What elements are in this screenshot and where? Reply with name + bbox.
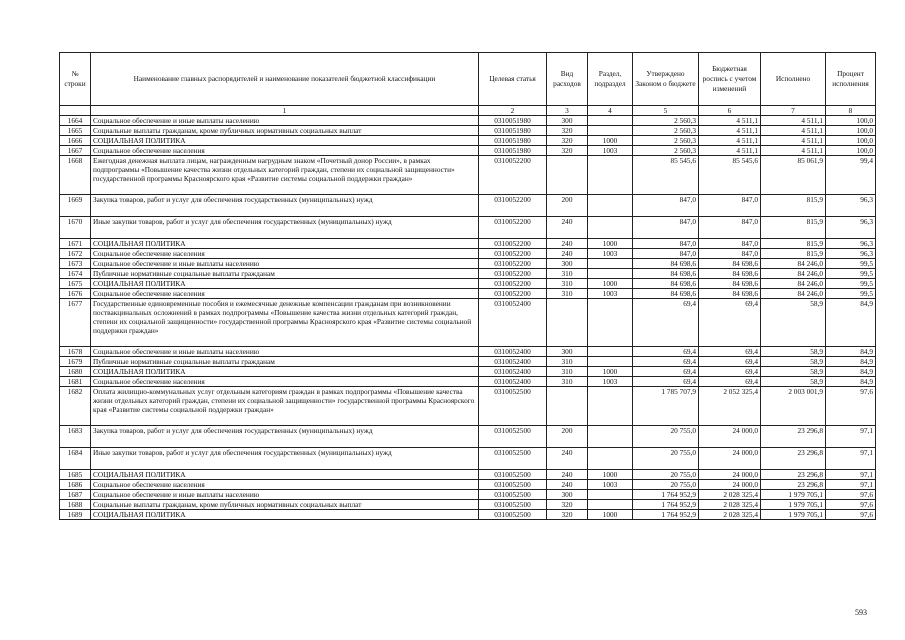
row-approved: 20 755,0: [633, 470, 699, 480]
table-row: [60, 426, 876, 448]
row-schedule: 69,4: [699, 357, 761, 367]
row-number: 1670: [60, 217, 91, 239]
row-target: 0310052500: [479, 480, 547, 490]
row-target: 0310052200: [479, 239, 547, 249]
table-body: [60, 106, 876, 520]
row-schedule: 2 028 325,4: [699, 500, 761, 510]
row-exp-type: 240: [547, 480, 588, 490]
row-percent: 84,9: [826, 367, 876, 377]
row-section: [588, 448, 633, 470]
row-target: 0310052500: [479, 387, 547, 426]
column-number-row: [60, 106, 876, 116]
row-target: 0310052200: [479, 279, 547, 289]
row-approved: 2 560,3: [633, 136, 699, 146]
row-executed: 58,9: [761, 367, 826, 377]
row-name: Социальное обеспечение населения: [91, 249, 479, 259]
row-number: 1688: [60, 500, 91, 510]
table-row: [60, 259, 876, 269]
row-target: 0310052200: [479, 289, 547, 299]
row-name: Государственные единовременные пособия и ежемесячные денежные компенсации гражданам при возникновении поствакцинальных осложнений в рамках подпрограммы «Повышение качества жизни отдельных категорий граждан, степени их социальной защищенности» государственной программы Красноярского края «Развитие системы социальной поддержки граждан»: [91, 299, 479, 347]
row-approved: 84 698,6: [633, 279, 699, 289]
row-name: СОЦИАЛЬНАЯ ПОЛИТИКА: [91, 510, 479, 520]
row-approved: 847,0: [633, 239, 699, 249]
row-exp-type: 310: [547, 367, 588, 377]
page-number: 593: [855, 608, 867, 617]
row-name: СОЦИАЛЬНАЯ ПОЛИТИКА: [91, 279, 479, 289]
row-percent: 99,5: [826, 259, 876, 269]
table-row: [60, 377, 876, 387]
row-exp-type: 320: [547, 126, 588, 136]
row-approved: 1 764 952,9: [633, 500, 699, 510]
col-number: 6: [699, 106, 761, 116]
row-percent: 100,0: [826, 126, 876, 136]
row-schedule: 4 511,1: [699, 116, 761, 126]
row-approved: 20 755,0: [633, 480, 699, 490]
row-approved: 69,4: [633, 299, 699, 347]
table-row: [60, 279, 876, 289]
row-number: 1667: [60, 146, 91, 156]
table-row: [60, 239, 876, 249]
row-name: Ежегодная денежная выплата лицам, награжденным нагрудным знаком «Почетный донор России», в рамках подпрограммы «Повышение качества жизни отдельных категорий граждан, степени их социальной защищенности» государственной программы Красноярского края «Развитие системы социальной поддержки граждан»: [91, 156, 479, 195]
row-schedule: 69,4: [699, 367, 761, 377]
row-section: [588, 357, 633, 367]
budget-table: [59, 52, 876, 520]
row-number: 1664: [60, 116, 91, 126]
row-number: 1689: [60, 510, 91, 520]
row-percent: 99,4: [826, 156, 876, 195]
row-approved: 85 545,6: [633, 156, 699, 195]
row-approved: 20 755,0: [633, 426, 699, 448]
row-number: 1665: [60, 126, 91, 136]
row-name: Социальное обеспечение и иные выплаты населению: [91, 116, 479, 126]
col-number: 4: [588, 106, 633, 116]
row-executed: 84 246,0: [761, 269, 826, 279]
table-row: [60, 448, 876, 470]
row-executed: 815,9: [761, 239, 826, 249]
row-section: 1000: [588, 279, 633, 289]
col-number-blank: [60, 106, 91, 116]
row-schedule: 84 698,6: [699, 259, 761, 269]
row-target: 0310052500: [479, 470, 547, 480]
row-number: 1687: [60, 490, 91, 500]
row-section: [588, 500, 633, 510]
table-row: [60, 249, 876, 259]
row-target: 0310052500: [479, 510, 547, 520]
table-row: [60, 500, 876, 510]
row-name: Закупка товаров, работ и услуг для обеспечения государственных (муниципальных) нужд: [91, 195, 479, 217]
row-percent: 97,1: [826, 480, 876, 490]
row-approved: 2 560,3: [633, 126, 699, 136]
row-name: Социальные выплаты гражданам, кроме публичных нормативных социальных выплат: [91, 500, 479, 510]
row-percent: 84,9: [826, 299, 876, 347]
row-name: СОЦИАЛЬНАЯ ПОЛИТИКА: [91, 239, 479, 249]
col-header-approved: Утверждено Законом о бюджете: [633, 53, 699, 106]
row-exp-type: 320: [547, 136, 588, 146]
row-target: 0310052200: [479, 259, 547, 269]
row-target: 0310052500: [479, 500, 547, 510]
table-row: [60, 347, 876, 357]
row-target: 0310051980: [479, 136, 547, 146]
row-target: 0310052400: [479, 367, 547, 377]
row-exp-type: 310: [547, 357, 588, 367]
row-section: [588, 116, 633, 126]
table-row: [60, 136, 876, 146]
row-exp-type: 240: [547, 470, 588, 480]
row-section: [588, 426, 633, 448]
row-percent: 96,3: [826, 195, 876, 217]
row-approved: 847,0: [633, 249, 699, 259]
table-row: [60, 269, 876, 279]
row-name: Социальное обеспечение населения: [91, 377, 479, 387]
row-section: 1000: [588, 367, 633, 377]
row-number: 1678: [60, 347, 91, 357]
row-percent: 84,9: [826, 347, 876, 357]
row-section: 1003: [588, 480, 633, 490]
row-executed: 815,9: [761, 195, 826, 217]
row-executed: 85 061,9: [761, 156, 826, 195]
row-executed: 2 003 001,9: [761, 387, 826, 426]
row-executed: 4 511,1: [761, 146, 826, 156]
row-percent: 97,6: [826, 500, 876, 510]
table-row: [60, 116, 876, 126]
row-target: 0310052200: [479, 249, 547, 259]
row-executed: 815,9: [761, 249, 826, 259]
row-exp-type: 310: [547, 289, 588, 299]
row-target: 0310052400: [479, 299, 547, 347]
row-target: 0310052200: [479, 156, 547, 195]
row-executed: 58,9: [761, 347, 826, 357]
row-number: 1672: [60, 249, 91, 259]
col-header-executed: Исполнено: [761, 53, 826, 106]
row-target: 0310052400: [479, 357, 547, 367]
row-exp-type: 300: [547, 259, 588, 269]
table-row: [60, 146, 876, 156]
row-section: 1003: [588, 249, 633, 259]
row-target: 0310051980: [479, 126, 547, 136]
row-exp-type: 300: [547, 116, 588, 126]
row-percent: 99,5: [826, 279, 876, 289]
row-number: 1671: [60, 239, 91, 249]
table-row: [60, 299, 876, 347]
row-schedule: 847,0: [699, 217, 761, 239]
col-header-target: Целевая статья: [479, 53, 547, 106]
row-approved: 69,4: [633, 367, 699, 377]
row-approved: 1 764 952,9: [633, 490, 699, 500]
row-section: [588, 299, 633, 347]
row-schedule: 2 028 325,4: [699, 490, 761, 500]
row-approved: 84 698,6: [633, 269, 699, 279]
row-schedule: 84 698,6: [699, 269, 761, 279]
row-approved: 20 755,0: [633, 448, 699, 470]
col-header-exp-type: Вид расходов: [547, 53, 588, 106]
row-executed: 84 246,0: [761, 259, 826, 269]
row-executed: 1 979 705,1: [761, 490, 826, 500]
row-percent: 97,1: [826, 470, 876, 480]
row-schedule: 4 511,1: [699, 126, 761, 136]
row-percent: 100,0: [826, 146, 876, 156]
col-header-num: № строки: [60, 53, 91, 106]
row-exp-type: 240: [547, 249, 588, 259]
row-target: 0310051980: [479, 116, 547, 126]
row-approved: 2 560,3: [633, 116, 699, 126]
header-row: [60, 53, 876, 106]
row-schedule: 847,0: [699, 239, 761, 249]
row-number: 1682: [60, 387, 91, 426]
row-target: 0310052400: [479, 347, 547, 357]
row-target: 0310051980: [479, 146, 547, 156]
row-percent: 99,5: [826, 269, 876, 279]
col-number: 2: [479, 106, 547, 116]
table-row: [60, 289, 876, 299]
row-executed: 23 296,8: [761, 426, 826, 448]
col-number: 5: [633, 106, 699, 116]
row-schedule: 85 545,6: [699, 156, 761, 195]
row-number: 1673: [60, 259, 91, 269]
row-name: СОЦИАЛЬНАЯ ПОЛИТИКА: [91, 367, 479, 377]
row-name: Публичные нормативные социальные выплаты гражданам: [91, 269, 479, 279]
row-name: Иные закупки товаров, работ и услуг для обеспечения государственных (муниципальных) нужд: [91, 448, 479, 470]
row-percent: 84,9: [826, 377, 876, 387]
row-target: 0310052200: [479, 217, 547, 239]
col-header-percent: Процент исполнения: [826, 53, 876, 106]
col-header-section: Раздел, подраздел: [588, 53, 633, 106]
row-section: [588, 156, 633, 195]
row-exp-type: 320: [547, 146, 588, 156]
row-executed: 23 296,8: [761, 480, 826, 490]
row-percent: 97,6: [826, 490, 876, 500]
row-number: 1683: [60, 426, 91, 448]
table-row: [60, 470, 876, 480]
row-percent: 96,3: [826, 239, 876, 249]
row-approved: 847,0: [633, 195, 699, 217]
row-exp-type: 200: [547, 426, 588, 448]
row-executed: 815,9: [761, 217, 826, 239]
row-target: 0310052500: [479, 490, 547, 500]
row-schedule: 4 511,1: [699, 136, 761, 146]
row-name: Социальное обеспечение населения: [91, 289, 479, 299]
row-exp-type: 240: [547, 217, 588, 239]
row-section: [588, 259, 633, 269]
row-name: СОЦИАЛЬНАЯ ПОЛИТИКА: [91, 136, 479, 146]
row-schedule: 24 000,0: [699, 480, 761, 490]
row-schedule: 69,4: [699, 377, 761, 387]
row-name: Социальные выплаты гражданам, кроме публичных нормативных социальных выплат: [91, 126, 479, 136]
row-executed: 4 511,1: [761, 116, 826, 126]
row-exp-type: [547, 299, 588, 347]
row-number: 1681: [60, 377, 91, 387]
row-schedule: 2 052 325,4: [699, 387, 761, 426]
row-section: [588, 347, 633, 357]
row-percent: 96,3: [826, 217, 876, 239]
row-name: Социальное обеспечение и иные выплаты населению: [91, 490, 479, 500]
row-percent: 97,1: [826, 448, 876, 470]
row-schedule: 847,0: [699, 195, 761, 217]
row-section: [588, 387, 633, 426]
row-executed: 23 296,8: [761, 448, 826, 470]
row-percent: 100,0: [826, 116, 876, 126]
row-approved: 69,4: [633, 357, 699, 367]
row-percent: 96,3: [826, 249, 876, 259]
col-number: 3: [547, 106, 588, 116]
row-name: Социальное обеспечение населения: [91, 146, 479, 156]
row-name: СОЦИАЛЬНАЯ ПОЛИТИКА: [91, 470, 479, 480]
row-schedule: 69,4: [699, 299, 761, 347]
col-number: 7: [761, 106, 826, 116]
row-name: Социальное обеспечение и иные выплаты населению: [91, 259, 479, 269]
row-exp-type: 300: [547, 347, 588, 357]
row-approved: 2 560,3: [633, 146, 699, 156]
row-exp-type: 240: [547, 239, 588, 249]
row-section: 1003: [588, 377, 633, 387]
row-section: [588, 490, 633, 500]
row-schedule: 24 000,0: [699, 470, 761, 480]
col-header-schedule: Бюджетная роспись с учетом изменений: [699, 53, 761, 106]
row-number: 1668: [60, 156, 91, 195]
row-name: Оплата жилищно-коммунальных услуг отдельным категориям граждан в рамках подпрограммы «Повышение качества жизни отдельных категорий граждан, степени их социальной защищенности» государственной программы Красноярского края «Развитие системы социальной поддержки граждан»: [91, 387, 479, 426]
row-exp-type: 300: [547, 490, 588, 500]
row-schedule: 24 000,0: [699, 426, 761, 448]
col-number: 1: [91, 106, 479, 116]
table-row: [60, 195, 876, 217]
row-target: 0310052200: [479, 195, 547, 217]
row-executed: 58,9: [761, 299, 826, 347]
row-number: 1674: [60, 269, 91, 279]
row-exp-type: [547, 156, 588, 195]
row-exp-type: 310: [547, 377, 588, 387]
row-number: 1684: [60, 448, 91, 470]
row-name: Публичные нормативные социальные выплаты гражданам: [91, 357, 479, 367]
row-exp-type: [547, 387, 588, 426]
row-exp-type: 320: [547, 500, 588, 510]
row-number: 1675: [60, 279, 91, 289]
row-executed: 4 511,1: [761, 136, 826, 146]
col-number: 8: [826, 106, 876, 116]
row-section: 1000: [588, 239, 633, 249]
row-exp-type: 320: [547, 510, 588, 520]
row-exp-type: 240: [547, 448, 588, 470]
row-section: [588, 269, 633, 279]
row-target: 0310052200: [479, 269, 547, 279]
row-approved: 1 764 952,9: [633, 510, 699, 520]
row-section: [588, 195, 633, 217]
row-executed: 58,9: [761, 377, 826, 387]
row-executed: 84 246,0: [761, 279, 826, 289]
row-name: Закупка товаров, работ и услуг для обеспечения государственных (муниципальных) нужд: [91, 426, 479, 448]
row-approved: 69,4: [633, 377, 699, 387]
row-schedule: 24 000,0: [699, 448, 761, 470]
row-name: Иные закупки товаров, работ и услуг для обеспечения государственных (муниципальных) нужд: [91, 217, 479, 239]
row-percent: 97,6: [826, 510, 876, 520]
row-name: Социальное обеспечение населения: [91, 480, 479, 490]
row-target: 0310052500: [479, 426, 547, 448]
row-exp-type: 200: [547, 195, 588, 217]
row-name: Социальное обеспечение и иные выплаты населению: [91, 347, 479, 357]
row-exp-type: 310: [547, 269, 588, 279]
row-section: 1003: [588, 289, 633, 299]
row-section: 1000: [588, 136, 633, 146]
row-approved: 1 785 707,9: [633, 387, 699, 426]
row-target: 0310052500: [479, 448, 547, 470]
row-number: 1685: [60, 470, 91, 480]
row-executed: 4 511,1: [761, 126, 826, 136]
row-schedule: 2 028 325,4: [699, 510, 761, 520]
row-approved: 84 698,6: [633, 289, 699, 299]
table-row: [60, 126, 876, 136]
row-percent: 97,6: [826, 387, 876, 426]
row-schedule: 84 698,6: [699, 289, 761, 299]
row-number: 1679: [60, 357, 91, 367]
table-row: [60, 480, 876, 490]
table-row: [60, 217, 876, 239]
row-section: 1003: [588, 146, 633, 156]
row-section: 1000: [588, 470, 633, 480]
col-header-name: Наименование главных распорядителей и наименование показателей бюджетной классификации: [91, 53, 479, 106]
row-section: [588, 217, 633, 239]
row-schedule: 847,0: [699, 249, 761, 259]
row-executed: 58,9: [761, 357, 826, 367]
row-executed: 1 979 705,1: [761, 510, 826, 520]
row-target: 0310052400: [479, 377, 547, 387]
table-row: [60, 387, 876, 426]
row-number: 1666: [60, 136, 91, 146]
row-percent: 99,5: [826, 289, 876, 299]
row-percent: 84,9: [826, 357, 876, 367]
row-number: 1669: [60, 195, 91, 217]
table-row: [60, 156, 876, 195]
row-approved: 847,0: [633, 217, 699, 239]
row-schedule: 69,4: [699, 347, 761, 357]
row-percent: 97,1: [826, 426, 876, 448]
row-executed: 1 979 705,1: [761, 500, 826, 510]
row-number: 1686: [60, 480, 91, 490]
row-percent: 100,0: [826, 136, 876, 146]
row-schedule: 4 511,1: [699, 146, 761, 156]
table-row: [60, 490, 876, 500]
table-row: [60, 357, 876, 367]
row-schedule: 84 698,6: [699, 279, 761, 289]
row-number: 1676: [60, 289, 91, 299]
row-section: 1000: [588, 510, 633, 520]
row-number: 1680: [60, 367, 91, 377]
row-section: [588, 126, 633, 136]
row-approved: 84 698,6: [633, 259, 699, 269]
row-number: 1677: [60, 299, 91, 347]
row-exp-type: 310: [547, 279, 588, 289]
row-approved: 69,4: [633, 347, 699, 357]
row-executed: 84 246,0: [761, 289, 826, 299]
table-row: [60, 367, 876, 377]
table-row: [60, 510, 876, 520]
row-executed: 23 296,8: [761, 470, 826, 480]
